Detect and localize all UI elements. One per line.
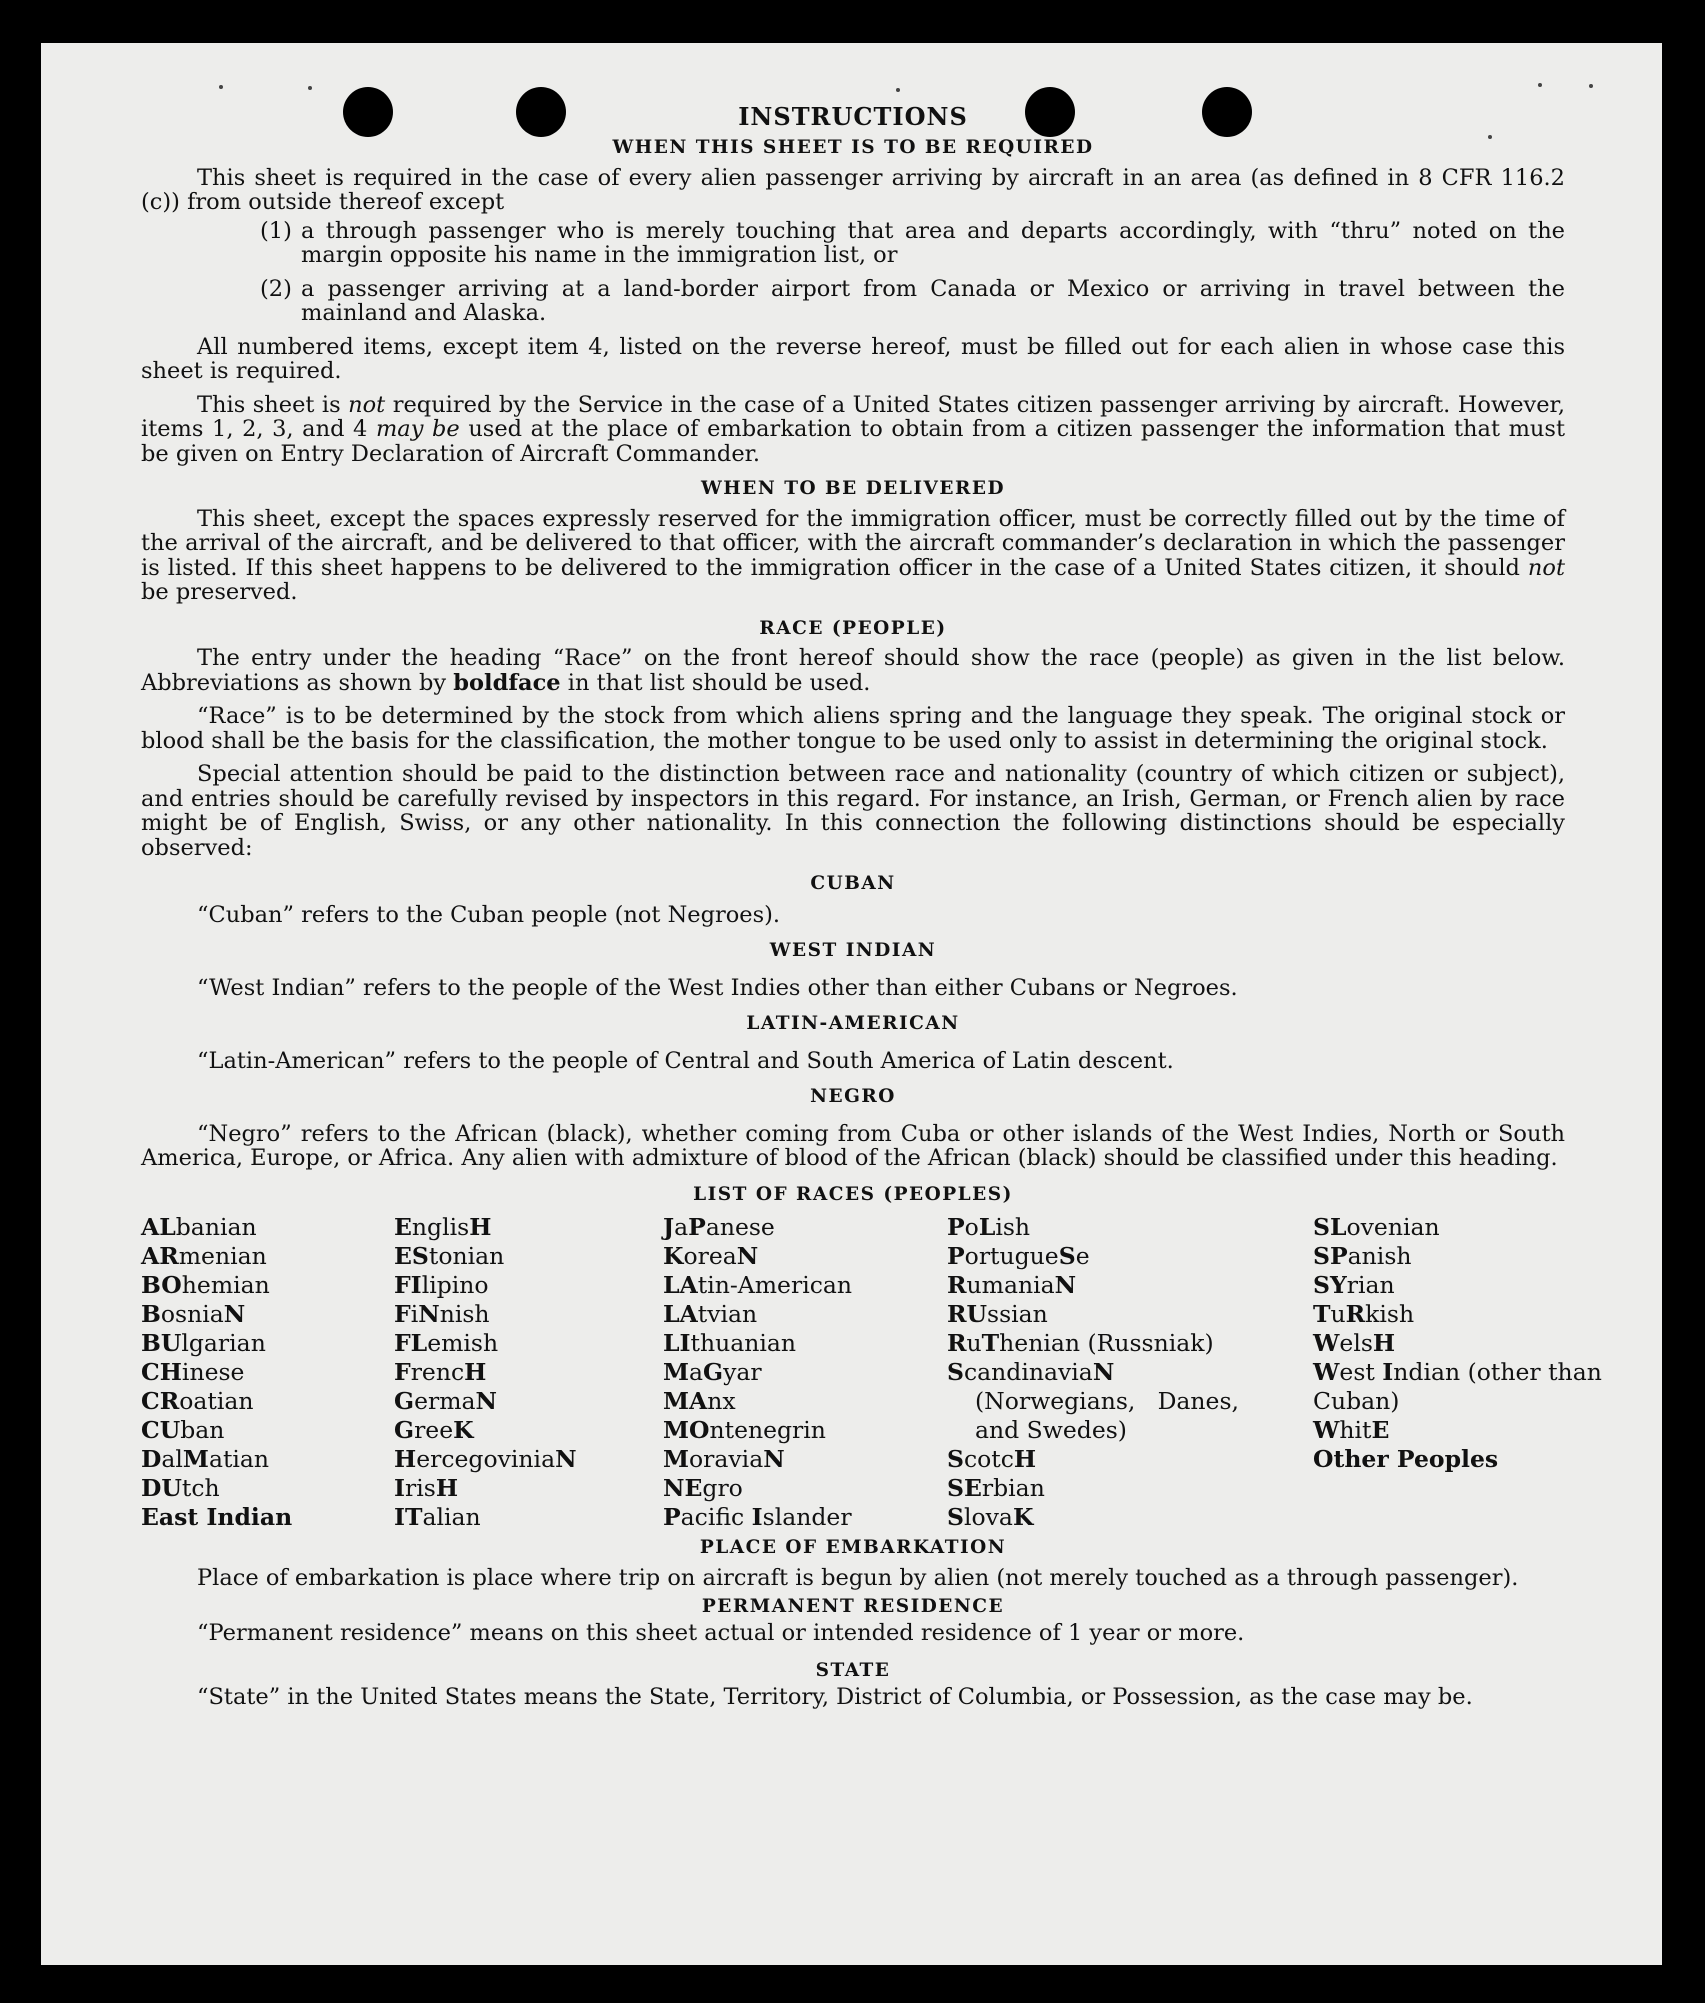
race-abbrev: N (763, 1445, 785, 1473)
text-run: be preserved. (141, 579, 298, 605)
race-abbrev: S (947, 1445, 964, 1473)
race-entry (141, 1503, 394, 1532)
race-abbrev: CR (141, 1387, 180, 1415)
race-abbrev: W (1313, 1416, 1340, 1444)
race-abbrev: NE (663, 1474, 703, 1502)
races-column (1313, 1213, 1603, 1532)
paragraph: This sheet is required in the case of every alien passenger arriving by aircraft in an area (as defined in 8 CFR 116.2 (c)) from outside thereof except (141, 164, 1565, 215)
item-text: a through passenger who is merely touching that area and departs accordingly, with “thru” noted on the margin opposite his name in the immigration list, or (301, 217, 1565, 268)
race-text: ris (405, 1474, 436, 1502)
race-abbrev: F (394, 1358, 411, 1386)
item-text: a passenger arriving at a land-border airport from Canada or Mexico or arriving in travel between the mainland and Alaska. (301, 275, 1565, 326)
emphasis: may be (375, 416, 460, 442)
race-entry (947, 1213, 1239, 1242)
race-entry (663, 1213, 947, 1242)
race-entry (141, 1416, 394, 1445)
speck (219, 85, 223, 89)
race-entry (394, 1242, 663, 1271)
race-entry (1313, 1271, 1603, 1300)
race-entry (141, 1329, 394, 1358)
race-abbrev: E (394, 1213, 412, 1241)
race-text: a (674, 1213, 689, 1241)
race-abbrev: H (1372, 1329, 1396, 1357)
race-abbrev: W (1313, 1329, 1340, 1357)
races-column (141, 1213, 394, 1532)
race-abbrev: FI (394, 1271, 422, 1299)
race-abbrev: ES (394, 1242, 429, 1270)
races-column (947, 1213, 1239, 1532)
race-abbrev: P (688, 1213, 706, 1241)
race-abbrev: H (435, 1474, 459, 1502)
race-text: tch (181, 1474, 220, 1502)
race-abbrev: BU (141, 1329, 182, 1357)
paragraph: All numbered items, except item 4, listed on the reverse hereof, must be filled out for each alien in whose case this sheet is required. (141, 333, 1565, 384)
text-run: The entry under the heading “Race” on the front hereof should show the race (people) as given in the list below. Abbreviations as shown by (141, 645, 1565, 696)
item-number: (2) (260, 275, 292, 302)
race-abbrev: N (1054, 1271, 1077, 1299)
race-abbrev: CH (141, 1358, 182, 1386)
race-abbrev: R (947, 1329, 967, 1357)
race-abbrev: M (663, 1358, 690, 1386)
race-entry (947, 1271, 1239, 1300)
race-abbrev: DU (141, 1474, 182, 1502)
section-heading-when-required: WHEN THIS SHEET IS TO BE REQUIRED (612, 137, 1094, 158)
text-run: used at the place of embarkation to obtain from a citizen passenger the information that must be given on Entry Declaration of Aircraft Commander. (141, 416, 1565, 467)
race-text: slander (762, 1503, 852, 1531)
text-run: This sheet, except the spaces expressly reserved for the immigration officer, must be correctly filled out by the time of the arrival of the aircraft, and be delivered to that officer, with the aircraft commander’s declaration in which the passenger is listed. If this sheet happens to be delivered to the immigration officer in the case of a United States citizen, it should (141, 505, 1565, 581)
race-text: orea (683, 1242, 737, 1270)
race-abbrev: R (947, 1271, 967, 1299)
paragraph: “State” in the United States means the State, Territory, District of Columbia, or Possession, as the case may be. (197, 1683, 1473, 1710)
race-text: els (1339, 1329, 1373, 1357)
race-text: tonian (428, 1242, 505, 1270)
race-entry (394, 1416, 663, 1445)
paragraph: “Race” is to be determined by the stock from which aliens spring and the language they speak. The original stock or blood shall be the basis for the classification, the mother tongue to be used only to assist in determining the original stock. (141, 703, 1565, 754)
race-entry (141, 1387, 394, 1416)
speck (308, 86, 312, 90)
race-text: rian (1346, 1271, 1395, 1299)
race-text: lgarian (181, 1329, 266, 1357)
race-text: (Norwegians, Danes, and Swedes) (975, 1387, 1239, 1444)
race-text: gro (702, 1474, 743, 1502)
race-text: umania (966, 1271, 1055, 1299)
race-abbrev: FL (394, 1329, 428, 1357)
race-entry (141, 1300, 394, 1329)
race-entry (663, 1271, 947, 1300)
speck (1589, 84, 1593, 88)
page-title: INSTRUCTIONS (738, 102, 968, 131)
race-entry (947, 1242, 1239, 1271)
race-text: ree (414, 1416, 454, 1444)
race-abbrev: G (394, 1387, 415, 1415)
race-abbrev: L (978, 1213, 996, 1241)
race-text: ortugue (964, 1242, 1059, 1270)
race-abbrev: G (394, 1416, 415, 1444)
race-text: anese (705, 1213, 775, 1241)
paragraph: “West Indian” refers to the people of the West Indies other than either Cubans or Negroes. (197, 974, 1238, 1001)
race-text: acific (680, 1503, 752, 1531)
race-abbrev: East Indian (141, 1503, 293, 1531)
race-abbrev: B (141, 1300, 161, 1328)
race-abbrev: W (1313, 1358, 1340, 1386)
section-heading-negro: NEGRO (810, 1086, 896, 1107)
race-abbrev: Other Peoples (1313, 1445, 1499, 1473)
race-abbrev: N (555, 1445, 577, 1473)
race-abbrev: R (1345, 1300, 1366, 1328)
race-abbrev: M (663, 1445, 690, 1473)
race-entry (394, 1474, 663, 1503)
race-abbrev: N (736, 1242, 759, 1270)
item-number: (1) (260, 217, 292, 244)
race-text: ovenian (1346, 1213, 1440, 1241)
race-abbrev: P (947, 1242, 965, 1270)
race-text: o (964, 1213, 979, 1241)
race-abbrev: E (1371, 1416, 1390, 1444)
race-text: atian (208, 1445, 270, 1473)
section-heading-cuban: CUBAN (810, 873, 896, 894)
race-abbrev: SY (1313, 1271, 1347, 1299)
instructions-content (141, 98, 1602, 1710)
race-entry (394, 1329, 663, 1358)
race-abbrev: SL (1313, 1213, 1347, 1241)
race-text: emish (427, 1329, 499, 1357)
section-heading-delivered: WHEN TO BE DELIVERED (701, 478, 1005, 499)
race-text: yar (723, 1358, 762, 1386)
race-abbrev: N (1092, 1358, 1115, 1386)
race-entry (663, 1300, 947, 1329)
race-entry (394, 1300, 663, 1329)
race-abbrev: K (663, 1242, 684, 1270)
race-text: nish (439, 1300, 490, 1328)
race-abbrev: P (663, 1503, 681, 1531)
race-abbrev: RU (947, 1300, 988, 1328)
race-abbrev: LA (663, 1300, 698, 1328)
paragraph: “Negro” refers to the African (black), whether coming from Cuba or other islands of the West Indies, North or South America, Europe, or Africa. Any alien with admixture of blood of the African (black) should be classified under this heading. (141, 1120, 1565, 1171)
list-item (260, 277, 1565, 326)
race-entry (141, 1358, 394, 1387)
race-abbrev: T (1313, 1300, 1331, 1328)
race-abbrev: N (223, 1300, 246, 1328)
race-abbrev: I (394, 1474, 405, 1502)
paragraph: “Latin-American” refers to the people of Central and South America of Latin descent. (197, 1047, 1174, 1074)
paragraph (141, 646, 1565, 695)
race-abbrev: K (453, 1416, 474, 1444)
race-text: ssian (987, 1300, 1048, 1328)
race-entry (1313, 1242, 1603, 1271)
race-abbrev: H (394, 1445, 417, 1473)
text-run: required by the Service in the case of a United States citizen passenger arriving by aircraft. However, items 1, 2, 3, and 4 (141, 391, 1565, 442)
race-text: nglis (411, 1213, 470, 1241)
race-text: ish (995, 1213, 1031, 1241)
emphasis: not (1527, 554, 1565, 581)
race-abbrev: H (464, 1358, 487, 1386)
list-item (260, 219, 1565, 268)
race-text: lova (963, 1503, 1013, 1531)
emphasis: boldface (453, 669, 561, 696)
race-abbrev: S (1058, 1242, 1076, 1270)
race-entry (663, 1474, 947, 1503)
race-text: anish (1347, 1242, 1412, 1270)
race-entry (1313, 1329, 1603, 1358)
race-abbrev: SE (947, 1474, 982, 1502)
race-text: nx (707, 1387, 736, 1415)
race-text: candinavia (963, 1358, 1093, 1386)
speck (896, 88, 900, 92)
paragraph: Special attention should be paid to the distinction between race and nationality (country of which citizen or subject), and entries should be carefully revised by inspectors in this regard. For instance, an Irish, German, or French alien by race might be of English, Swiss, or any other nationality. In this connection the following distinctions should be especially observed: (141, 761, 1565, 861)
race-entry (141, 1474, 394, 1503)
race-abbrev: IT (394, 1503, 423, 1531)
race-abbrev: D (141, 1445, 162, 1473)
race-entry (1313, 1300, 1603, 1329)
race-text: tvian (697, 1300, 758, 1328)
race-abbrev: AL (141, 1213, 176, 1241)
race-abbrev: LA (663, 1271, 698, 1299)
race-text: a (689, 1358, 704, 1386)
paragraph (141, 507, 1565, 605)
race-text: henian (Russniak) (999, 1329, 1214, 1357)
race-text: oravia (689, 1445, 764, 1473)
races-column (394, 1213, 663, 1532)
race-abbrev: P (947, 1213, 965, 1241)
race-entry (1313, 1416, 1603, 1445)
race-entry (141, 1242, 394, 1271)
race-text: menian (178, 1242, 267, 1270)
race-abbrev: MO (663, 1416, 710, 1444)
race-entry (663, 1503, 947, 1532)
race-text: hemian (181, 1271, 270, 1299)
emphasis: not (348, 391, 386, 418)
races-table (141, 1213, 1602, 1532)
race-abbrev: CU (141, 1416, 181, 1444)
race-abbrev: M (182, 1445, 209, 1473)
race-text: e (1075, 1242, 1090, 1270)
race-text: u (966, 1329, 982, 1357)
race-entry (394, 1213, 663, 1242)
race-entry (947, 1300, 1239, 1329)
race-text: osnia (160, 1300, 224, 1328)
paragraph: “Cuban” refers to the Cuban people (not Negroes). (197, 901, 781, 928)
race-text: inese (181, 1358, 245, 1386)
race-entry (1313, 1358, 1603, 1416)
race-text: oatian (179, 1387, 254, 1415)
race-abbrev: G (703, 1358, 724, 1386)
race-entry (141, 1271, 394, 1300)
race-entry (394, 1387, 663, 1416)
race-abbrev: N (418, 1300, 440, 1328)
race-text: alian (422, 1503, 481, 1531)
race-abbrev: F (394, 1300, 411, 1328)
race-entry (1313, 1213, 1603, 1242)
section-heading-residence: PERMANENT RESIDENCE (701, 1596, 1005, 1617)
paragraph: Place of embarkation is place where trip on aircraft is begun by alien (not merely touched as a through passenger). (197, 1564, 1519, 1591)
race-entry (1313, 1445, 1603, 1474)
race-entry (141, 1445, 394, 1474)
race-entry (663, 1387, 947, 1416)
section-heading-list-of-races: LIST OF RACES (PEOPLES) (693, 1183, 1013, 1205)
race-abbrev: SP (1313, 1242, 1348, 1270)
text-run: This sheet is (197, 391, 349, 418)
race-entry (663, 1416, 947, 1445)
race-entry (947, 1503, 1239, 1532)
paragraph: “Permanent residence” means on this sheet actual or intended residence of 1 year or more. (197, 1619, 1245, 1646)
race-entry (663, 1445, 947, 1474)
race-text: kish (1365, 1300, 1415, 1328)
race-text: ban (180, 1416, 225, 1444)
race-entry (394, 1271, 663, 1300)
race-text: est (1339, 1358, 1383, 1386)
race-text: ndian (other than Cuban) (1313, 1358, 1602, 1415)
race-text: renc (410, 1358, 465, 1386)
race-abbrev: K (1012, 1503, 1034, 1531)
race-text: ercegovinia (416, 1445, 556, 1473)
race-abbrev: I (751, 1503, 763, 1531)
race-text: erma (414, 1387, 476, 1415)
race-abbrev: S (947, 1358, 964, 1386)
race-abbrev: T (981, 1329, 1000, 1357)
section-heading-race: RACE (PEOPLE) (759, 617, 947, 639)
race-abbrev: BO (141, 1271, 182, 1299)
race-abbrev: S (947, 1503, 964, 1531)
race-text: tin-American (697, 1271, 853, 1299)
race-entry (394, 1503, 663, 1532)
race-entry (947, 1445, 1239, 1474)
races-column (663, 1213, 947, 1532)
race-abbrev: MA (663, 1387, 708, 1415)
race-abbrev: N (475, 1387, 497, 1415)
race-text: hit (1339, 1416, 1372, 1444)
race-text: cotc (963, 1445, 1014, 1473)
text-run: in that list should be used. (560, 669, 871, 696)
race-text: al (161, 1445, 183, 1473)
paragraph (141, 393, 1565, 467)
race-entry (394, 1445, 663, 1474)
race-abbrev: H (1013, 1445, 1037, 1473)
race-abbrev: LI (663, 1329, 691, 1357)
race-text: u (1330, 1300, 1346, 1328)
race-entry (141, 1213, 394, 1242)
race-entry (663, 1358, 947, 1387)
race-text: ntenegrin (709, 1416, 826, 1444)
race-entry (663, 1242, 947, 1271)
race-text: thuanian (690, 1329, 797, 1357)
race-abbrev: J (663, 1213, 675, 1241)
section-heading-embarkation: PLACE OF EMBARKATION (699, 1537, 1007, 1558)
section-heading-west-indian: WEST INDIAN (769, 940, 937, 961)
race-entry (947, 1474, 1239, 1503)
section-heading-latin-american: LATIN-AMERICAN (746, 1013, 960, 1034)
race-text: i (410, 1300, 419, 1328)
race-text: lipino (421, 1271, 489, 1299)
race-entry (394, 1358, 663, 1387)
race-entry (947, 1329, 1239, 1358)
race-abbrev: I (1382, 1358, 1394, 1386)
race-abbrev: AR (141, 1242, 179, 1270)
speck (1538, 83, 1542, 87)
section-heading-state: STATE (815, 1660, 891, 1681)
race-abbrev: H (469, 1213, 492, 1241)
race-text: rbian (981, 1474, 1045, 1502)
race-text: banian (175, 1213, 257, 1241)
race-entry (663, 1329, 947, 1358)
race-entry (947, 1358, 1239, 1445)
